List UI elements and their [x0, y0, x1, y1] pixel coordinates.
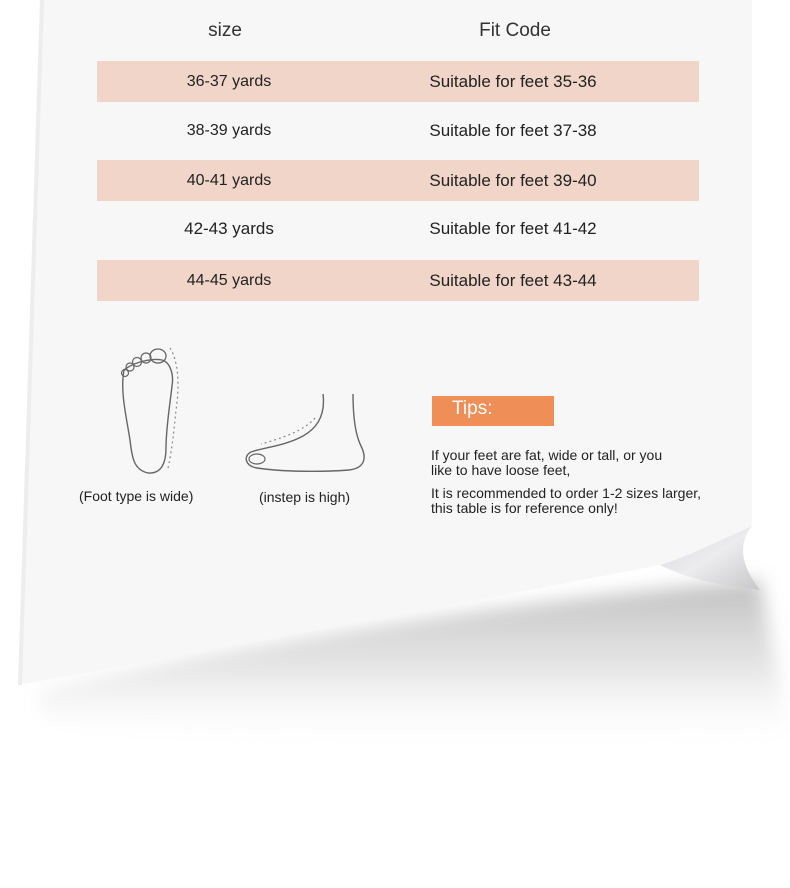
table-row: [97, 208, 699, 249]
fit-code-column-header: Fit Code: [479, 20, 551, 41]
wide-foot-icon: [112, 340, 187, 480]
wide-foot-caption: (Foot type is wide): [79, 488, 194, 504]
high-instep-foot-icon: [243, 390, 373, 475]
size-cell: 40-41 yards: [186, 172, 272, 189]
fit-cell: Suitable for feet 43-44: [429, 271, 597, 290]
table-row: [97, 160, 699, 201]
tips-label: Tips:: [452, 398, 493, 419]
table-row: [97, 61, 699, 102]
fit-cell: Suitable for feet 35-36: [429, 72, 597, 91]
size-cell: 38-39 yards: [186, 122, 272, 139]
size-column-header: size: [208, 20, 242, 41]
tips-line-1: If your feet are fat, wide or tall, or you: [431, 447, 663, 463]
high-instep-caption: (instep is high): [259, 489, 351, 505]
size-cell: 42-43 yards: [184, 219, 274, 238]
tips-badge: [432, 396, 554, 426]
tips-line-4: this table is for reference only!: [431, 500, 618, 516]
fit-cell: Suitable for feet 41-42: [429, 219, 597, 238]
fit-cell: Suitable for feet 37-38: [429, 121, 597, 140]
tips-line-3: It is recommended to order 1-2 sizes larger,: [431, 485, 702, 501]
table-row: [97, 260, 699, 301]
fit-cell: Suitable for feet 39-40: [429, 171, 597, 190]
size-cell: 44-45 yards: [186, 272, 272, 289]
size-cell: 36-37 yards: [186, 73, 272, 90]
table-row: [97, 110, 699, 151]
tips-line-2: like to have loose feet,: [431, 462, 571, 478]
